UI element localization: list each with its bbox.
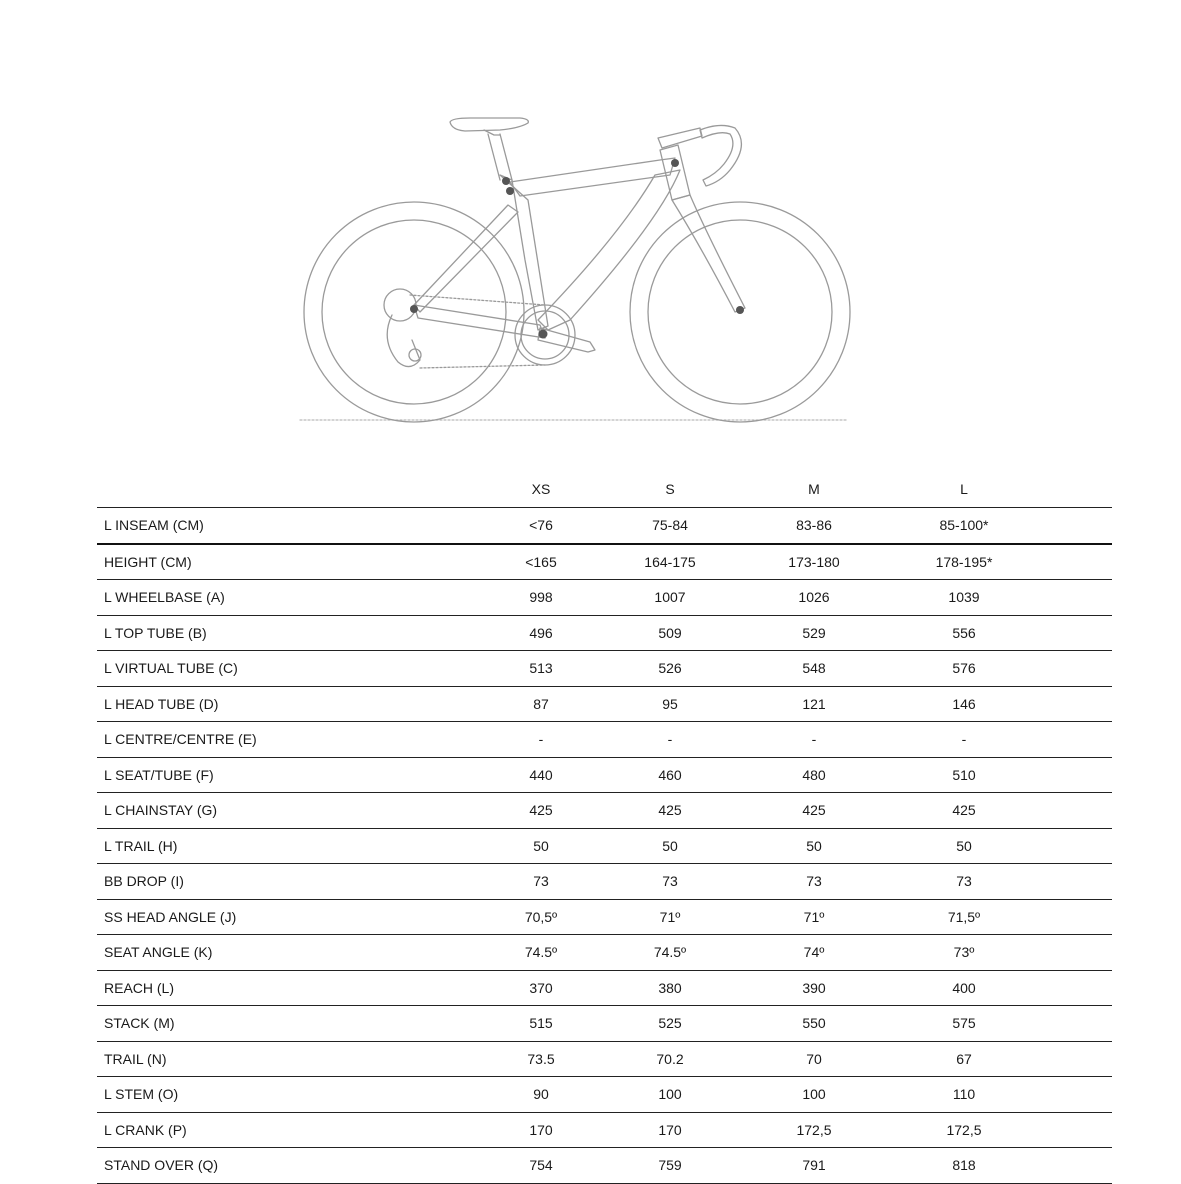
table-row xyxy=(97,757,1112,793)
cell-value: 400 xyxy=(889,970,1039,1006)
table-row xyxy=(97,899,1112,935)
cell-value: 556 xyxy=(889,615,1039,651)
cell-value: - xyxy=(601,722,739,758)
row-label: L CRANK (P) xyxy=(97,1112,481,1148)
cell-value: 164-175 xyxy=(601,544,739,580)
cell-value: 509 xyxy=(601,615,739,651)
joint-dot xyxy=(671,159,679,167)
cell-value: 548 xyxy=(739,651,889,687)
cell-value: 550 xyxy=(739,1006,889,1042)
row-pad xyxy=(1039,508,1112,544)
cell-value: 1026 xyxy=(739,580,889,616)
table-row xyxy=(97,864,1112,900)
table-row xyxy=(97,615,1112,651)
cell-value: 529 xyxy=(739,615,889,651)
row-pad xyxy=(1039,899,1112,935)
cell-value: 73.5 xyxy=(481,1041,601,1077)
table-row xyxy=(97,970,1112,1006)
cell-value: 172,5 xyxy=(889,1112,1039,1148)
row-pad xyxy=(1039,615,1112,651)
joint-dot xyxy=(502,177,510,185)
row-label: L HEAD TUBE (D) xyxy=(97,686,481,722)
cell-value: 73 xyxy=(739,864,889,900)
table-row xyxy=(97,651,1112,687)
row-pad xyxy=(1039,864,1112,900)
handlebar xyxy=(700,125,741,186)
table-row xyxy=(97,1148,1112,1184)
cell-value: 515 xyxy=(481,1006,601,1042)
cell-value: 754 xyxy=(481,1148,601,1184)
cell-value: - xyxy=(889,722,1039,758)
cell-value: 74.5º xyxy=(601,935,739,971)
row-pad xyxy=(1039,828,1112,864)
cell-value: 791 xyxy=(739,1148,889,1184)
cell-value: 178-195* xyxy=(889,544,1039,580)
row-label: L TOP TUBE (B) xyxy=(97,615,481,651)
row-label: L INSEAM (CM) xyxy=(97,508,481,544)
row-label: STAND OVER (Q) xyxy=(97,1148,481,1184)
cell-value: 71º xyxy=(739,899,889,935)
joint-dot xyxy=(506,187,514,195)
row-label: L SEAT/TUBE (F) xyxy=(97,757,481,793)
table-body xyxy=(97,508,1112,1184)
cell-value: 95 xyxy=(601,686,739,722)
table-row xyxy=(97,1112,1112,1148)
row-label: SS HEAD ANGLE (J) xyxy=(97,899,481,935)
cell-value: 100 xyxy=(601,1077,739,1113)
cell-value: 73 xyxy=(601,864,739,900)
bike-illustration xyxy=(295,110,855,430)
cell-value: 510 xyxy=(889,757,1039,793)
stem xyxy=(658,128,702,148)
row-pad xyxy=(1039,544,1112,580)
cell-value: 121 xyxy=(739,686,889,722)
cell-value: 370 xyxy=(481,970,601,1006)
row-pad xyxy=(1039,1077,1112,1113)
row-pad xyxy=(1039,935,1112,971)
size-header: M xyxy=(739,470,889,508)
cell-value: 425 xyxy=(889,793,1039,829)
geometry-table xyxy=(97,470,1112,1184)
row-pad xyxy=(1039,580,1112,616)
cell-value: 67 xyxy=(889,1041,1039,1077)
cell-value: 460 xyxy=(601,757,739,793)
row-pad xyxy=(1039,970,1112,1006)
row-label: L TRAIL (H) xyxy=(97,828,481,864)
cell-value: 1039 xyxy=(889,580,1039,616)
rear-derailleur xyxy=(384,289,421,367)
row-label: TRAIL (N) xyxy=(97,1041,481,1077)
row-pad xyxy=(1039,686,1112,722)
cell-value: 170 xyxy=(601,1112,739,1148)
cell-value: 71º xyxy=(601,899,739,935)
row-pad xyxy=(1039,722,1112,758)
cell-value: 380 xyxy=(601,970,739,1006)
cell-value: 74.5º xyxy=(481,935,601,971)
cell-value: 50 xyxy=(889,828,1039,864)
row-pad xyxy=(1039,1006,1112,1042)
cell-value: 71,5º xyxy=(889,899,1039,935)
cell-value: 173-180 xyxy=(739,544,889,580)
table-row xyxy=(97,1041,1112,1077)
cell-value: 146 xyxy=(889,686,1039,722)
cell-value: 525 xyxy=(601,1006,739,1042)
row-label: HEIGHT (CM) xyxy=(97,544,481,580)
table-row xyxy=(97,580,1112,616)
cell-value: 576 xyxy=(889,651,1039,687)
cell-value: 70,5º xyxy=(481,899,601,935)
header-pad xyxy=(1039,470,1112,508)
table-row xyxy=(97,828,1112,864)
cell-value: 74º xyxy=(739,935,889,971)
row-label: BB DROP (I) xyxy=(97,864,481,900)
cell-value: 425 xyxy=(739,793,889,829)
cell-value: 50 xyxy=(739,828,889,864)
table-row xyxy=(97,1077,1112,1113)
cell-value: 440 xyxy=(481,757,601,793)
cell-value: 70.2 xyxy=(601,1041,739,1077)
cell-value: 73º xyxy=(889,935,1039,971)
table-row xyxy=(97,508,1112,544)
cell-value: 100 xyxy=(739,1077,889,1113)
rear-axle-dot xyxy=(410,305,418,313)
cell-value: 1007 xyxy=(601,580,739,616)
cell-value: 70 xyxy=(739,1041,889,1077)
row-pad xyxy=(1039,1112,1112,1148)
size-header: S xyxy=(601,470,739,508)
cell-value: <165 xyxy=(481,544,601,580)
table-row xyxy=(97,1006,1112,1042)
cell-value: 170 xyxy=(481,1112,601,1148)
cell-value: 87 xyxy=(481,686,601,722)
table-row xyxy=(97,722,1112,758)
row-label: REACH (L) xyxy=(97,970,481,1006)
fork xyxy=(672,195,745,312)
down-tube xyxy=(538,170,680,330)
top-tube xyxy=(510,158,675,196)
cell-value: 90 xyxy=(481,1077,601,1113)
size-header: L xyxy=(889,470,1039,508)
table-row xyxy=(97,793,1112,829)
table-row xyxy=(97,544,1112,580)
row-label: L CHAINSTAY (G) xyxy=(97,793,481,829)
cell-value: 425 xyxy=(481,793,601,829)
cell-value: 50 xyxy=(481,828,601,864)
cell-value: 480 xyxy=(739,757,889,793)
cell-value: - xyxy=(481,722,601,758)
table-row xyxy=(97,935,1112,971)
row-label: L VIRTUAL TUBE (C) xyxy=(97,651,481,687)
cell-value: 83-86 xyxy=(739,508,889,544)
header-blank xyxy=(97,470,481,508)
bottom-bracket-dot xyxy=(539,330,548,339)
cell-value: 425 xyxy=(601,793,739,829)
cell-value: 575 xyxy=(889,1006,1039,1042)
row-label: L STEM (O) xyxy=(97,1077,481,1113)
cell-value: 73 xyxy=(889,864,1039,900)
cell-value: 496 xyxy=(481,615,601,651)
row-label: SEAT ANGLE (K) xyxy=(97,935,481,971)
front-axle-dot xyxy=(736,306,744,314)
cell-value: 85-100* xyxy=(889,508,1039,544)
cell-value: 998 xyxy=(481,580,601,616)
cell-value: 513 xyxy=(481,651,601,687)
cell-value: 759 xyxy=(601,1148,739,1184)
cell-value: 73 xyxy=(481,864,601,900)
cell-value: 75-84 xyxy=(601,508,739,544)
size-header-row xyxy=(97,470,1112,508)
size-header: XS xyxy=(481,470,601,508)
row-pad xyxy=(1039,757,1112,793)
cell-value: <76 xyxy=(481,508,601,544)
cell-value: - xyxy=(739,722,889,758)
cell-value: 172,5 xyxy=(739,1112,889,1148)
row-pad xyxy=(1039,651,1112,687)
row-label: L CENTRE/CENTRE (E) xyxy=(97,722,481,758)
row-label: STACK (M) xyxy=(97,1006,481,1042)
saddle xyxy=(450,118,528,180)
row-label: L WHEELBASE (A) xyxy=(97,580,481,616)
cell-value: 390 xyxy=(739,970,889,1006)
row-pad xyxy=(1039,1148,1112,1184)
cell-value: 526 xyxy=(601,651,739,687)
table-row xyxy=(97,686,1112,722)
cell-value: 110 xyxy=(889,1077,1039,1113)
row-pad xyxy=(1039,793,1112,829)
row-pad xyxy=(1039,1041,1112,1077)
cell-value: 50 xyxy=(601,828,739,864)
cell-value: 818 xyxy=(889,1148,1039,1184)
